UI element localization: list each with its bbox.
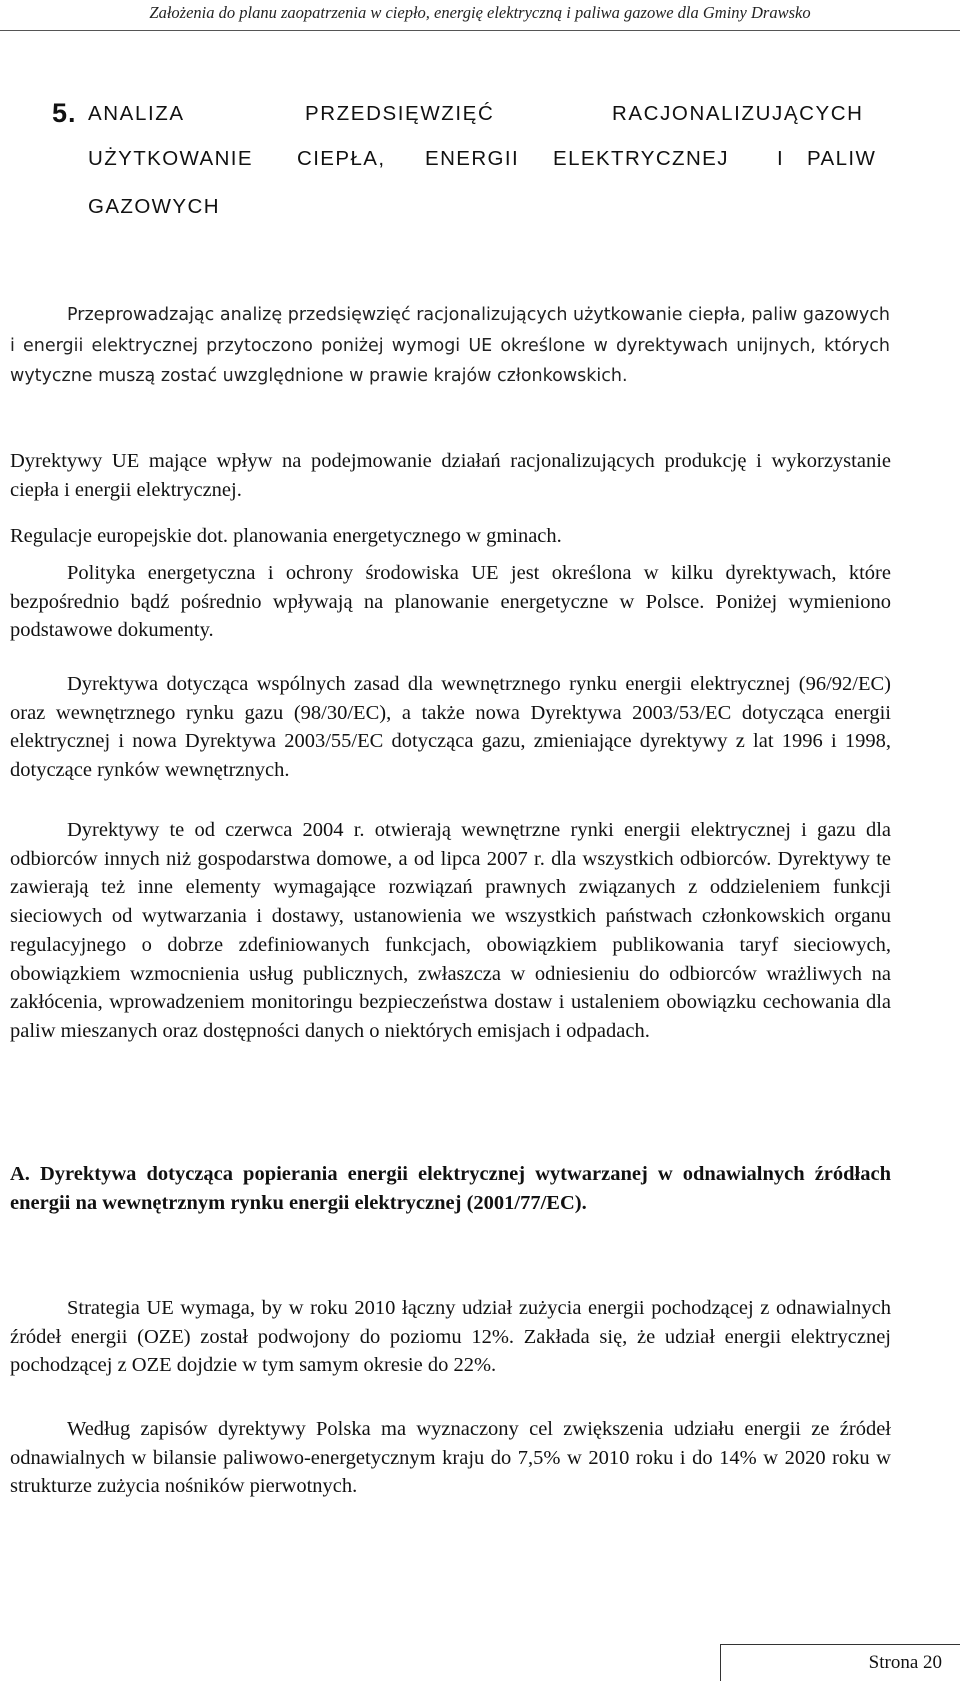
paragraph-regulations: Regulacje europejskie dot. planowania energetycznego w gminach. — [10, 525, 562, 547]
heading-word: PALIW — [807, 147, 877, 170]
section-heading-line-1 — [52, 98, 77, 129]
paragraph-directive-rules: Dyrektywa dotycząca wspólnych zasad dla wewnętrznego rynku energii elektrycznej (96/92/EC) oraz wewnętrznego rynku gazu (98/30/EC), a także nowa Dyrektywa 2003/53/EC dotycząca energii elektrycznej i nowa Dyrektywa 2003/55/EC dotycząca gazu, zmieniające dyrektywy z lat 1996 i 1998, dotyczące rynków wewnętrznych. — [10, 673, 891, 782]
heading-word: GAZOWYCH — [88, 195, 220, 218]
footer-divider-vertical — [720, 1644, 721, 1681]
page-number: Strona 20 — [868, 1652, 942, 1673]
section-number: 5. — [52, 98, 77, 128]
paragraph-june-2004: Dyrektywy te od czerwca 2004 r. otwierają wewnętrzne rynki energii elektrycznej i gazu dla odbiorców innych niż gospodarstwa domowe, a od lipca 2007 r. dla wszystkich odbiorców. Dyrektywy te zawierają też inne elementy wymagające rozwiązań prawnych związanych z oddzieleniem funkcji sieciowych od wytwarzania i dostawy, ustanowienia we wszystkich państwach członkowskich organu regulacyjnego o dobrze zdefiniowanych funkcjach, obowiązkiem publikowania taryf sieciowych, obowiązkiem wzmocnienia usług publicznych, zwłaszcza w odniesieniu do odbiorców wrażliwych na zakłócenia, wprowadzeniem monitoringu bezpieczeństwa dostaw i ustaleniem obowiązku cechowania dla paliw mieszanych oraz dostępności danych o niektórych emisjach i odpadach. — [10, 819, 891, 1042]
heading-word: I — [777, 147, 785, 170]
footer-divider — [720, 1644, 960, 1645]
heading-word: ANALIZA — [88, 102, 185, 125]
paragraph-directives: Dyrektywy UE mające wpływ na podejmowanie działań racjonalizujących produkcję i wykorzystanie ciepła i energii elektrycznej. — [10, 450, 891, 501]
paragraph-poland: Według zapisów dyrektywy Polska ma wyznaczony cel zwiększenia udziału energii ze źródeł odnawialnych w bilansie paliwowo-energetycznym kraju do 7,5% w 2010 roku i do 14% w 2020 roku w strukturze zużycia nośników pierwotnych. — [10, 1418, 891, 1498]
paragraph-strategy: Strategia UE wymaga, by w roku 2010 łączny udział zużycia energii pochodzącej z odnawialnych źródeł energii (OZE) został podwojony do poziomu 12%. Zakłada się, że udział energii elektrycznej pochodzącej z OZE dojdzie w tym samym okresie do 22%. — [10, 1297, 891, 1377]
running-header: Założenia do planu zaopatrzenia w ciepło, energię elektryczną i paliwa gazowe dla Gminy Drawsko — [0, 0, 960, 31]
heading-word: CIEPŁA, — [297, 147, 386, 170]
heading-word: RACJONALIZUJĄCYCH — [612, 102, 864, 125]
heading-word: ENERGII — [425, 147, 520, 170]
heading-word: ELEKTRYCZNEJ — [553, 147, 729, 170]
heading-directive-a: A. Dyrektywa dotycząca popierania energii elektrycznej wytwarzanej w odnawialnych źródłach energii na wewnętrznym rynku energii elektrycznej (2001/77/EC). — [10, 1163, 891, 1214]
heading-word: UŻYTKOWANIE — [88, 147, 253, 170]
paragraph-policy: Polityka energetyczna i ochrony środowiska UE jest określona w kilku dyrektywach, które bezpośrednio bądź pośrednio wpływają na planowanie energetyczne w Polsce. Poniżej wymieniono podstawowe dokumenty. — [10, 562, 891, 642]
heading-word: PRZEDSIĘWZIĘĆ — [305, 102, 495, 125]
intro-paragraph: Przeprowadzając analizę przedsięwzięć racjonalizujących użytkowanie ciepła, paliw gazowych i energii elektrycznej przytoczono poniżej wymogi UE określone w dyrektywach unijnych, których wytyczne muszą zostać uwzględnione w prawie krajów członkowskich. — [10, 305, 890, 387]
